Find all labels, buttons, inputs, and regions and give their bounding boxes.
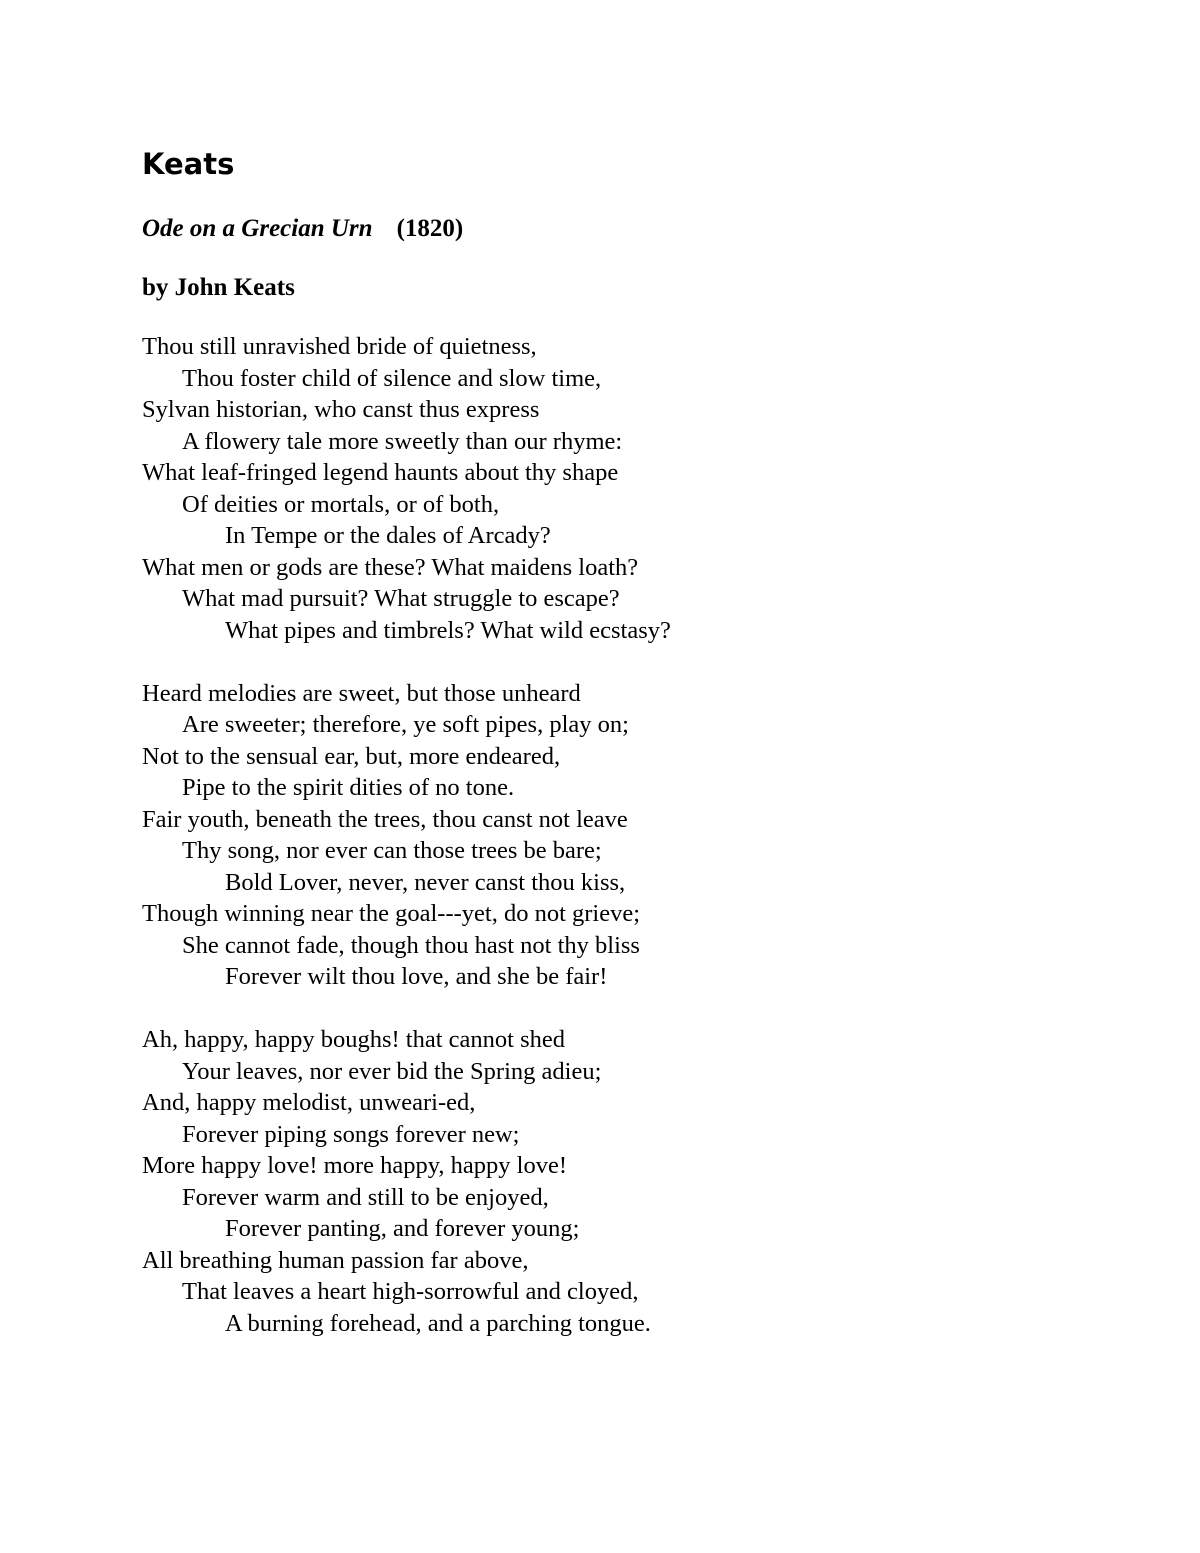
poem-line: Thou foster child of silence and slow time, <box>182 364 602 392</box>
poem-line: What leaf-fringed legend haunts about thy shape <box>142 459 619 486</box>
poem-line: Forever panting, and forever young; <box>225 1215 580 1242</box>
page-heading: Keats <box>142 147 235 181</box>
poem-line: Heard melodies are sweet, but those unheard <box>142 679 581 707</box>
poem-line: That leaves a heart high-sorrowful and cloyed, <box>182 1278 639 1305</box>
poem-title: Ode on a Grecian Urn <box>142 215 373 242</box>
stanza <box>142 1024 671 1339</box>
poem-body <box>142 331 671 1371</box>
poem-line: Ah, happy, happy boughs! that cannot shed <box>142 1026 565 1053</box>
poem-line: A burning forehead, and a parching tongue. <box>225 1309 651 1337</box>
stanza <box>142 678 671 993</box>
poem-line: Pipe to the spirit dities of no tone. <box>182 774 515 801</box>
poem-line: More happy love! more happy, happy love! <box>142 1152 567 1179</box>
poem-line: She cannot fade, though thou hast not thy bliss <box>182 931 640 959</box>
poem-line: Are sweeter; therefore, ye soft pipes, play on; <box>182 711 629 738</box>
poem-line: Not to the sensual ear, but, more endeared, <box>142 742 561 770</box>
poem-line: All breathing human passion far above, <box>142 1246 529 1274</box>
poem-line: Forever piping songs forever new; <box>182 1120 520 1148</box>
poem-line: Sylvan historian, who canst thus express <box>142 396 540 423</box>
poem-line: A flowery tale more sweetly than our rhyme: <box>182 427 623 455</box>
poem-line: Though winning near the goal---yet, do not grieve; <box>142 900 641 927</box>
poem-line: In Tempe or the dales of Arcady? <box>225 522 551 549</box>
poem-title-line <box>142 212 463 246</box>
poem-line: What pipes and timbrels? What wild ecstasy? <box>225 616 671 644</box>
stanza <box>142 331 671 646</box>
poem-line: Of deities or mortals, or of both, <box>182 490 500 518</box>
poem-byline: by John Keats <box>142 274 295 301</box>
poem-line: What men or gods are these? What maidens loath? <box>142 553 639 581</box>
poem-line: Thy song, nor ever can those trees be bare; <box>182 837 602 864</box>
poem-line: Bold Lover, never, never canst thou kiss, <box>225 868 626 896</box>
poem-line: What mad pursuit? What struggle to escape? <box>182 585 620 612</box>
poem-line: Forever warm and still to be enjoyed, <box>182 1183 549 1211</box>
poem-line: Forever wilt thou love, and she be fair! <box>225 963 608 990</box>
poem-line: Fair youth, beneath the trees, thou canst not leave <box>142 805 628 833</box>
poem-line: Your leaves, nor ever bid the Spring adieu; <box>182 1057 602 1085</box>
poem-line: And, happy melodist, unweari-ed, <box>142 1089 476 1116</box>
poem-year: (1820) <box>396 215 464 242</box>
poem-line: Thou still unravished bride of quietness, <box>142 333 537 360</box>
